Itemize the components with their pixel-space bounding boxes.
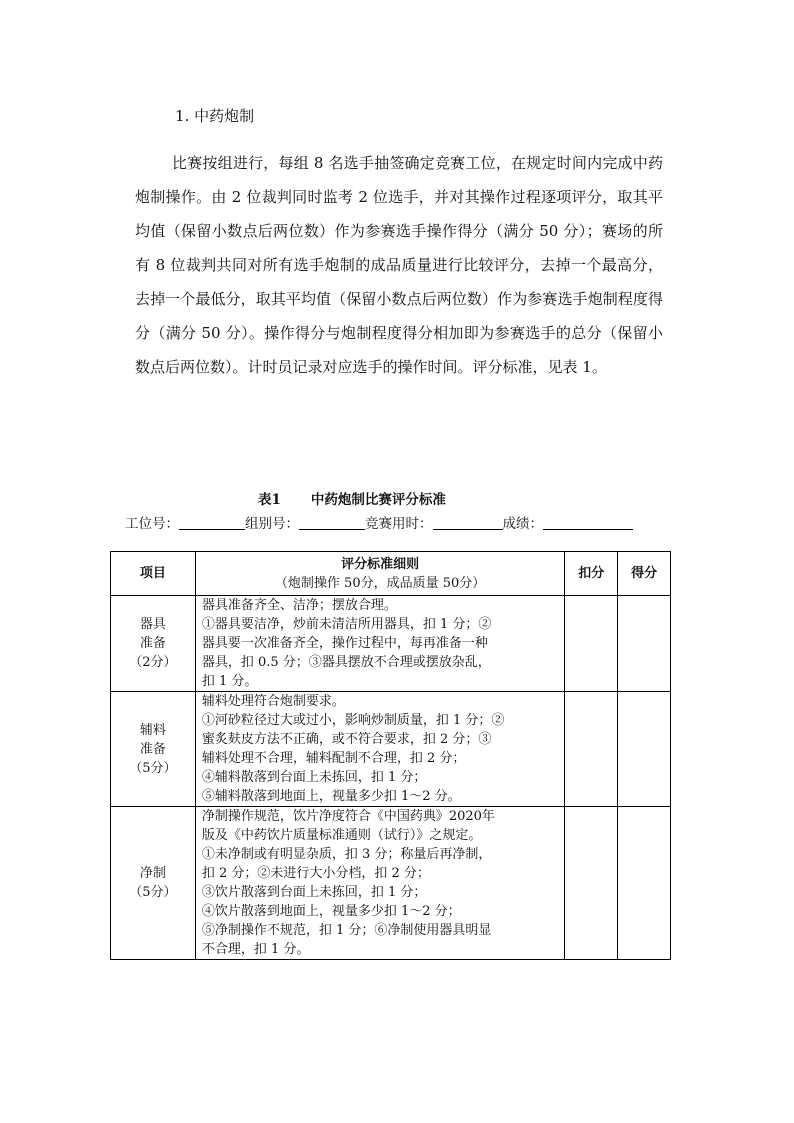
group-label: 组别号： xyxy=(245,516,299,532)
section-title: 1. 中药炮制 xyxy=(175,107,255,125)
criteria-line: ⑤净制操作不规范，扣 1 分；⑥净制使用器具明显 xyxy=(201,923,492,938)
item-line: （5分） xyxy=(129,885,177,900)
criteria-cell xyxy=(195,807,565,960)
header-score: 得分 xyxy=(618,552,671,596)
criteria-line: 器具准备齐全、洁净；摆放合理。 xyxy=(201,598,397,613)
criteria-line: 器具，扣 0.5 分；③器具摆放不合理或摆放杂乱， xyxy=(201,655,491,670)
station-blank xyxy=(179,515,245,530)
table-row xyxy=(111,596,671,692)
table-header-row xyxy=(111,552,671,596)
deduct-cell[interactable] xyxy=(565,692,618,807)
time-blank xyxy=(433,515,503,530)
criteria-cell xyxy=(195,692,565,807)
criteria-line: ⑤辅料散落到地面上，视量多少扣 1～2 分。 xyxy=(201,789,461,804)
group-blank xyxy=(299,515,365,530)
criteria-line: 器具要一次准备齐全，操作过程中，每再准备一种 xyxy=(201,636,488,651)
score-sheet-fields xyxy=(125,512,633,532)
score-cell[interactable] xyxy=(618,596,671,692)
criteria-line: 蜜炙麸皮方法不正确，或不符合要求，扣 2 分；③ xyxy=(201,732,492,747)
criteria-cell xyxy=(195,596,565,692)
score-label: 成绩： xyxy=(502,516,543,532)
criteria-line: 扣 1 分。 xyxy=(201,674,258,689)
criteria-line: ④饮片散落到地面上，视量多少扣 1～2 分； xyxy=(201,904,461,919)
table-row xyxy=(111,692,671,807)
criteria-line: ①未净制或有明显杂质，扣 3 分；称量后再净制， xyxy=(201,847,492,862)
item-cell xyxy=(111,596,196,692)
criteria-line: 辅料处理不合理，辅料配制不合理，扣 2 分； xyxy=(201,751,466,766)
item-line: 准备 xyxy=(139,741,166,757)
criteria-line: 扣 2 分；②未进行大小分档，扣 2 分； xyxy=(201,866,430,881)
header-criteria-sub: （炮制操作 50分，成品质量 50分） xyxy=(274,575,486,591)
table-caption-title: 中药炮制比赛评分标准 xyxy=(310,492,446,508)
item-line: 器具 xyxy=(139,617,166,632)
item-line: （2分） xyxy=(129,655,177,670)
criteria-line: ①河砂粒径过大或过小，影响炒制质量，扣 1 分；② xyxy=(201,713,505,728)
score-cell[interactable] xyxy=(618,692,671,807)
time-label: 竞赛用时： xyxy=(365,516,433,532)
body-paragraph: 比赛按组进行，每组 8 名选手抽签确定竞赛工位，在规定时间内完成中药炮制操作。由 2 位裁判同时监考 2 位选手，并对其操作过程逐项评分，取其平均值（保留小数点后两位数）作为参赛选手操作得分（满分 50 分）；赛场的所有 8 位裁判共同对所有选手炮制的成品质量进行比较评分，去掉一个最高分，去掉一个最低分，取其平均值（保留小数点后两位数）作为参赛选手炮制程度得分（满分 50 分）。操作得分与炮制程度得分相加即为参赛选手的总分（保留小数点后两位数）。计时员记录对应选手的操作时间。评分标准，见表 1。 xyxy=(135,154,663,376)
score-blank xyxy=(543,515,633,530)
station-label: 工位号： xyxy=(125,516,179,532)
item-line: （5分） xyxy=(129,760,177,776)
item-line: 准备 xyxy=(139,636,166,651)
header-deduct: 扣分 xyxy=(565,552,618,596)
item-cell xyxy=(111,807,196,960)
deduct-cell[interactable] xyxy=(565,596,618,692)
header-item: 项目 xyxy=(111,552,196,596)
scoring-table xyxy=(110,551,671,960)
score-cell[interactable] xyxy=(618,807,671,960)
criteria-line: ①器具要洁净，炒前未清洁所用器具，扣 1 分；② xyxy=(201,617,492,632)
criteria-line: ③饮片散落到台面上未拣回，扣 1 分； xyxy=(201,885,427,900)
criteria-line: ④辅料散落到台面上未拣回，扣 1 分； xyxy=(201,770,427,785)
table-caption-label: 表1 xyxy=(258,492,281,508)
item-cell xyxy=(111,692,196,807)
header-criteria-title: 评分标准细则 xyxy=(341,556,420,572)
criteria-line: 版及《中药饮片质量标准通则（试行）》之规定。 xyxy=(201,828,482,843)
table-caption xyxy=(258,488,446,508)
header-criteria xyxy=(195,552,565,596)
criteria-line: 辅料处理符合炮制要求。 xyxy=(201,694,345,709)
criteria-line: 不合理，扣 1 分。 xyxy=(201,942,310,957)
item-line: 净制 xyxy=(139,866,166,881)
deduct-cell[interactable] xyxy=(565,807,618,960)
item-line: 辅料 xyxy=(139,722,166,738)
criteria-line: 净制操作规范，饮片净度符合《中国药典》2020年 xyxy=(201,809,495,824)
table-row xyxy=(111,807,671,960)
